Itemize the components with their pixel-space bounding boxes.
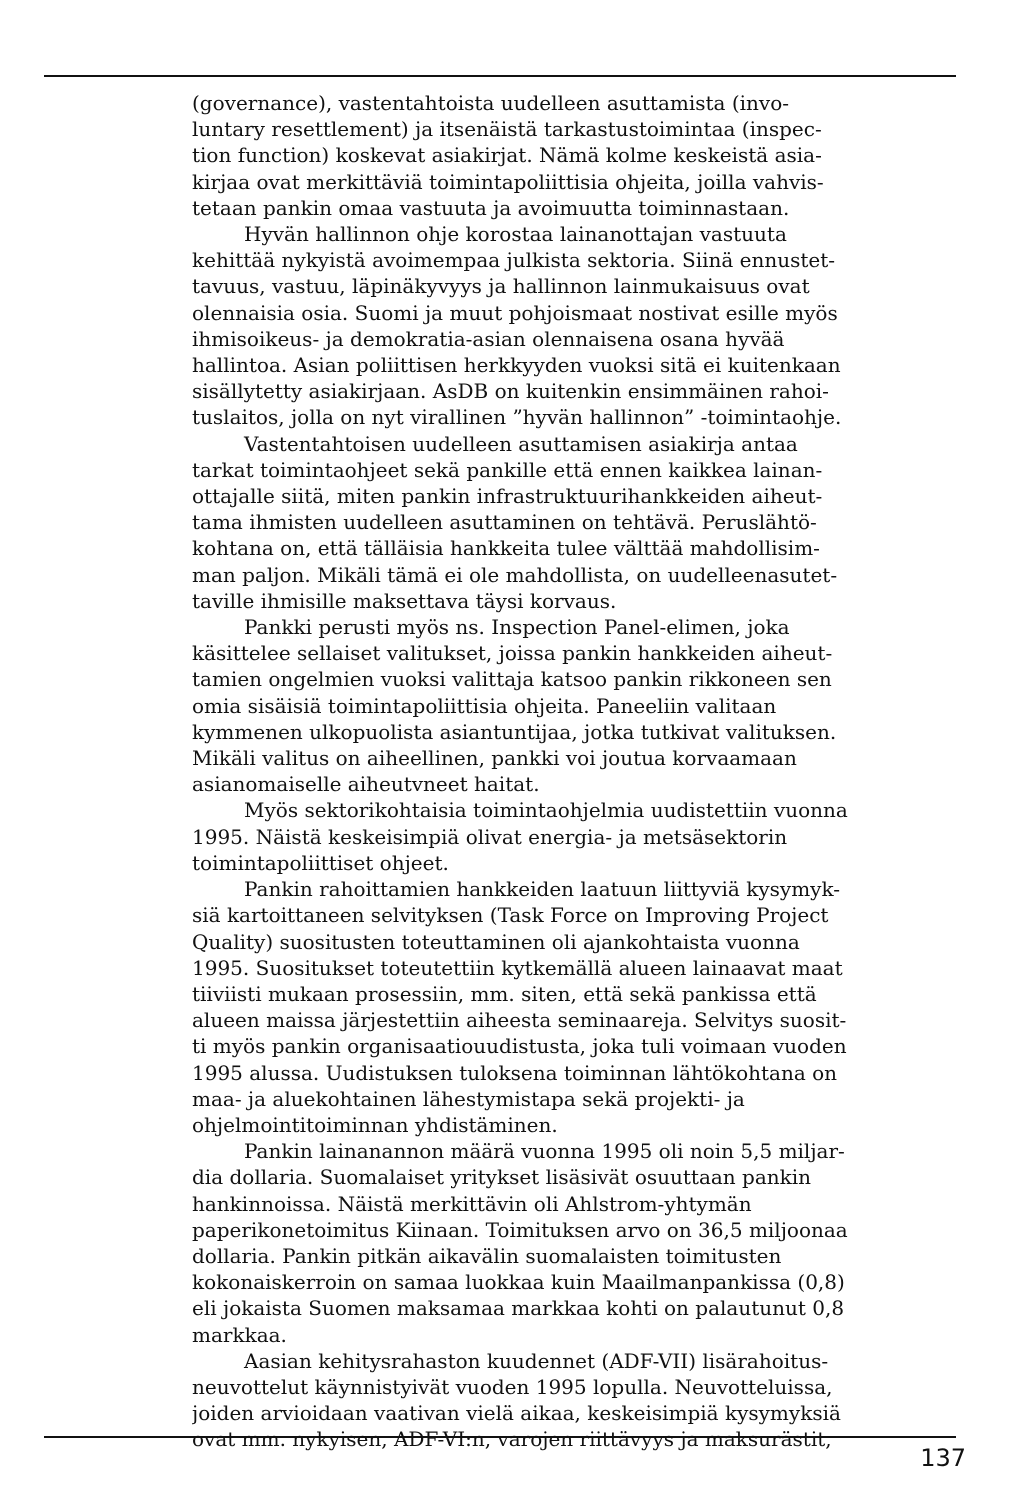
text-line: ti myös pankin organisaatiouudistusta, joka tuli voimaan vuoden — [192, 1034, 847, 1059]
text-line: Mikäli valitus on aiheellinen, pankki voi joutua korvaamaan — [192, 746, 797, 771]
text-line: Quality) suositusten toteuttaminen oli ajankohtaista vuonna — [192, 929, 800, 954]
text-line: markkaa. — [192, 1322, 287, 1347]
text-line: kokonaiskerroin on samaa luokkaa kuin Maailmanpankissa (0,8) — [192, 1270, 845, 1295]
text-line: asianomaiselle aiheutvneet haitat. — [192, 772, 540, 797]
text-line: tavuus, vastuu, läpinäkyvyys ja hallinnon lainmukaisuus ovat — [192, 274, 810, 299]
text-line: tuslaitos, jolla on nyt virallinen ”hyvän hallinnon” -toimintaohje. — [192, 405, 842, 430]
text-line: eli jokaista Suomen maksamaa markkaa kohti on palautunut 0,8 — [192, 1296, 845, 1321]
text-line: tama ihmisten uudelleen asuttaminen on tehtävä. Peruslähtö- — [192, 510, 817, 535]
text-line: tamien ongelmien vuoksi valittaja katsoo pankin rikkoneen sen — [192, 667, 832, 692]
text-line: hankinnoissa. Näistä merkittävin oli Ahlstrom-yhtymän — [192, 1191, 752, 1216]
text-line: tion function) koskevat asiakirjat. Nämä kolme keskeistä asia- — [192, 143, 822, 168]
text-line: omia sisäisiä toimintapoliittisia ohjeita. Paneeliin valitaan — [192, 693, 777, 718]
paragraph-first-line: Aasian kehitysrahaston kuudennet (ADF-VII) lisärahoitus- — [244, 1348, 829, 1373]
text-line: ohjelmointitoiminnan yhdistäminen. — [192, 1112, 558, 1137]
text-line: käsittelee sellaiset valitukset, joissa pankin hankkeiden aiheut- — [192, 641, 833, 666]
text-line: tetaan pankin omaa vastuuta ja avoimuutta toiminnastaan. — [192, 195, 790, 220]
body-text — [192, 90, 900, 1453]
text-line: kirjaa ovat merkittäviä toimintapoliittisia ohjeita, joilla vahvis- — [192, 169, 824, 194]
text-line: ihmisoikeus- ja demokratia-asian olennaisena osana hyvää — [192, 326, 785, 351]
text-line: kymmenen ulkopuolista asiantuntijaa, jotka tutkivat valituksen. — [192, 719, 837, 744]
paragraph-first-line: Pankki perusti myös ns. Inspection Panel-elimen, joka — [244, 615, 790, 640]
header-rule — [44, 75, 956, 77]
paragraph-first-line: Hyvän hallinnon ohje korostaa lainanottajan vastuuta — [244, 222, 787, 247]
text-line: 1995. Näistä keskeisimpiä olivat energia- ja metsäsektorin — [192, 824, 788, 849]
text-line: ovat mm. nykyisen, ADF-VI:n, varojen riittävyys ja maksurästit, — [192, 1427, 832, 1452]
text-line: hallintoa. Asian poliittisen herkkyyden vuoksi sitä ei kuitenkaan — [192, 353, 841, 378]
text-line: ottajalle siitä, miten pankin infrastruktuurihankkeiden aiheut- — [192, 484, 823, 509]
text-line: alueen maissa järjestettiin aiheesta seminaareja. Selvitys suosit- — [192, 1008, 847, 1033]
text-line: man paljon. Mikäli tämä ei ole mahdollista, on uudelleenasutet- — [192, 562, 838, 587]
text-line: 1995 alussa. Uudistuksen tuloksena toiminnan lähtökohtana on — [192, 1060, 838, 1085]
text-line: (governance), vastentahtoista uudelleen asuttamista (invo- — [192, 91, 790, 115]
text-line: tarkat toimintaohjeet sekä pankille että ennen kaikkea lainan- — [192, 457, 823, 482]
footer-rule — [44, 1436, 956, 1438]
text-line: kehittää nykyistä avoimempaa julkista sektoria. Siinä ennustet- — [192, 248, 836, 273]
text-line: neuvottelut käynnistyivät vuoden 1995 lopulla. Neuvotteluissa, — [192, 1374, 833, 1399]
text-line: olennaisia osia. Suomi ja muut pohjoismaat nostivat esille myös — [192, 300, 838, 325]
text-line: sisällytetty asiakirjaan. AsDB on kuitenkin ensimmäinen rahoi- — [192, 379, 829, 404]
text-line: dollaria. Pankin pitkän aikavälin suomalaisten toimitusten — [192, 1243, 782, 1268]
paragraph-first-line: Vastentahtoisen uudelleen asuttamisen asiakirja antaa — [244, 431, 798, 456]
paragraph-first-line: Myös sektorikohtaisia toimintaohjelmia uudistettiin vuonna — [244, 798, 848, 823]
paragraph-first-line: Pankin rahoittamien hankkeiden laatuun liittyviä kysymyk- — [244, 877, 840, 902]
text-line: maa- ja aluekohtainen lähestymistapa sekä projekti- ja — [192, 1086, 745, 1111]
paragraph-first-line: Pankin lainanannon määrä vuonna 1995 oli noin 5,5 miljar- — [244, 1139, 845, 1164]
text-line: toimintapoliittiset ohjeet. — [192, 850, 449, 875]
text-line: luntary resettlement) ja itsenäistä tarkastustoimintaa (inspec- — [192, 117, 822, 142]
text-line: 1995. Suositukset toteutettiin kytkemällä alueen lainaavat maat — [192, 955, 843, 980]
text-line: tiiviisti mukaan prosessiin, mm. siten, että sekä pankissa että — [192, 981, 817, 1006]
page-number: 137 — [920, 1444, 966, 1472]
text-line: kohtana on, että tälläisia hankkeita tulee välttää mahdollisim- — [192, 536, 820, 561]
text-line: paperikonetoimitus Kiinaan. Toimituksen arvo on 36,5 miljoonaa — [192, 1217, 848, 1242]
text-line: siä kartoittaneen selvityksen (Task Force on Improving Project — [192, 903, 829, 928]
text-line: taville ihmisille maksettava täysi korvaus. — [192, 588, 617, 613]
text-line: dia dollaria. Suomalaiset yritykset lisäsivät osuuttaan pankin — [192, 1165, 812, 1190]
text-line: joiden arvioidaan vaativan vielä aikaa, keskeisimpiä kysymyksiä — [192, 1401, 841, 1426]
